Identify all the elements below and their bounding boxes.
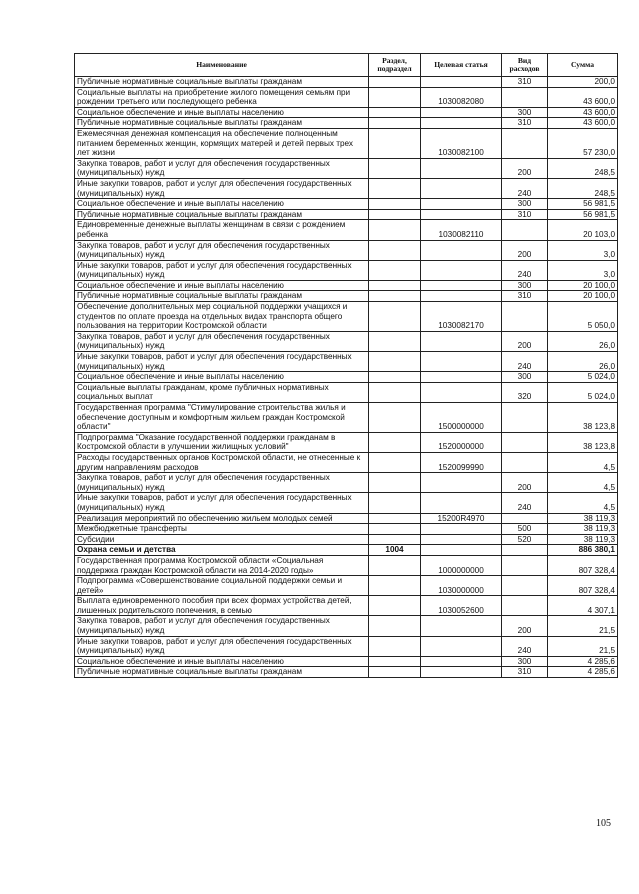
row-sum: 20 100,0 xyxy=(548,291,618,302)
row-section xyxy=(369,513,421,524)
row-sum: 43 600,0 xyxy=(548,87,618,107)
row-type xyxy=(502,513,548,524)
row-target xyxy=(421,372,502,383)
row-section xyxy=(369,576,421,596)
row-name: Закупка товаров, работ и услуг для обеспечения государственных (муниципальных) нужд xyxy=(75,158,369,178)
row-section xyxy=(369,352,421,372)
table-row xyxy=(75,199,618,210)
row-section xyxy=(369,87,421,107)
header-target: Целевая статья xyxy=(421,54,502,77)
row-name: Обеспечение дополнительных мер социальной поддержки учащихся и студентов по оплате проезда на отдельных видах транспорта общего пользования на территории Костромской области xyxy=(75,302,369,332)
row-target xyxy=(421,178,502,198)
row-sum: 26,0 xyxy=(548,331,618,351)
row-name: Социальное обеспечение и иные выплаты населению xyxy=(75,372,369,383)
row-name: Иные закупки товаров, работ и услуг для обеспечения государственных (муниципальных) нужд xyxy=(75,493,369,513)
row-target xyxy=(421,352,502,372)
row-target: 1520099990 xyxy=(421,452,502,472)
row-target: 1520000000 xyxy=(421,432,502,452)
row-section xyxy=(369,555,421,575)
row-name: Социальное обеспечение и иные выплаты населению xyxy=(75,656,369,667)
row-name: Закупка товаров, работ и услуг для обеспечения государственных (муниципальных) нужд xyxy=(75,616,369,636)
row-sum: 4 285,6 xyxy=(548,667,618,678)
row-section xyxy=(369,432,421,452)
row-type: 310 xyxy=(502,77,548,88)
table-row xyxy=(75,302,618,332)
table-row xyxy=(75,77,618,88)
row-type: 200 xyxy=(502,616,548,636)
row-name: Подпрограмма "Оказание государственной поддержки гражданам в Костромской области в улучшении жилищных условий" xyxy=(75,432,369,452)
row-sum: 248,5 xyxy=(548,178,618,198)
row-target: 1030082110 xyxy=(421,220,502,240)
row-target xyxy=(421,331,502,351)
budget-table xyxy=(74,53,618,678)
row-name: Иные закупки товаров, работ и услуг для обеспечения государственных (муниципальных) нужд xyxy=(75,260,369,280)
row-name: Межбюджетные трансферты xyxy=(75,524,369,535)
row-sum: 38 123,8 xyxy=(548,403,618,433)
row-target: 1030082080 xyxy=(421,87,502,107)
row-section xyxy=(369,382,421,402)
table-row xyxy=(75,128,618,158)
row-type: 300 xyxy=(502,107,548,118)
row-type xyxy=(502,452,548,472)
row-section xyxy=(369,260,421,280)
table-row xyxy=(75,87,618,107)
row-name: Закупка товаров, работ и услуг для обеспечения государственных (муниципальных) нужд xyxy=(75,331,369,351)
row-target xyxy=(421,199,502,210)
row-sum: 4,5 xyxy=(548,452,618,472)
row-name: Расходы государственных органов Костромской области, не отнесенные к другим направлениям расходов xyxy=(75,452,369,472)
row-type: 240 xyxy=(502,178,548,198)
table-row xyxy=(75,636,618,656)
row-name: Социальное обеспечение и иные выплаты населению xyxy=(75,280,369,291)
row-sum: 5 024,0 xyxy=(548,372,618,383)
row-name: Социальное обеспечение и иные выплаты населению xyxy=(75,199,369,210)
row-target xyxy=(421,107,502,118)
table-row xyxy=(75,178,618,198)
row-type: 520 xyxy=(502,534,548,545)
row-name: Выплата единовременного пособия при всех формах устройства детей, лишенных родительского попечения, в семью xyxy=(75,596,369,616)
table-row xyxy=(75,667,618,678)
row-sum: 248,5 xyxy=(548,158,618,178)
table-row xyxy=(75,534,618,545)
row-target: 1000000000 xyxy=(421,555,502,575)
row-target: 1030052600 xyxy=(421,596,502,616)
row-sum: 21,5 xyxy=(548,636,618,656)
row-target xyxy=(421,158,502,178)
table-row xyxy=(75,158,618,178)
row-sum: 20 100,0 xyxy=(548,280,618,291)
row-type xyxy=(502,555,548,575)
row-name: Реализация мероприятий по обеспечению жильем молодых семей xyxy=(75,513,369,524)
row-sum: 4,5 xyxy=(548,473,618,493)
row-section xyxy=(369,452,421,472)
table-header-row xyxy=(75,54,618,77)
row-section xyxy=(369,302,421,332)
table-body xyxy=(75,77,618,678)
row-type: 300 xyxy=(502,280,548,291)
row-target xyxy=(421,118,502,129)
row-section xyxy=(369,331,421,351)
row-type: 200 xyxy=(502,331,548,351)
table-row xyxy=(75,382,618,402)
row-section xyxy=(369,656,421,667)
row-sum: 26,0 xyxy=(548,352,618,372)
row-section xyxy=(369,280,421,291)
row-sum: 38 119,3 xyxy=(548,534,618,545)
table-row xyxy=(75,107,618,118)
table-row xyxy=(75,372,618,383)
row-sum: 57 230,0 xyxy=(548,128,618,158)
row-target xyxy=(421,382,502,402)
row-type: 310 xyxy=(502,667,548,678)
row-section xyxy=(369,403,421,433)
table-row xyxy=(75,473,618,493)
row-sum: 38 119,3 xyxy=(548,513,618,524)
row-type: 240 xyxy=(502,260,548,280)
row-type xyxy=(502,403,548,433)
row-target xyxy=(421,260,502,280)
row-name: Закупка товаров, работ и услуг для обеспечения государственных (муниципальных) нужд xyxy=(75,473,369,493)
row-type: 310 xyxy=(502,291,548,302)
row-name: Публичные нормативные социальные выплаты гражданам xyxy=(75,77,369,88)
row-type xyxy=(502,432,548,452)
row-section xyxy=(369,667,421,678)
row-section xyxy=(369,372,421,383)
row-name: Иные закупки товаров, работ и услуг для обеспечения государственных (муниципальных) нужд xyxy=(75,636,369,656)
row-sum: 200,0 xyxy=(548,77,618,88)
row-section xyxy=(369,128,421,158)
row-target: 1030000000 xyxy=(421,576,502,596)
row-section: 1004 xyxy=(369,545,421,556)
row-sum: 3,0 xyxy=(548,260,618,280)
row-section xyxy=(369,118,421,129)
table-row xyxy=(75,656,618,667)
row-target xyxy=(421,209,502,220)
row-name: Иные закупки товаров, работ и услуг для обеспечения государственных (муниципальных) нужд xyxy=(75,178,369,198)
row-type: 240 xyxy=(502,636,548,656)
row-target: 1500000000 xyxy=(421,403,502,433)
row-name: Иные закупки товаров, работ и услуг для обеспечения государственных (муниципальных) нужд xyxy=(75,352,369,372)
table-row xyxy=(75,403,618,433)
row-target: 1030082100 xyxy=(421,128,502,158)
row-sum: 3,0 xyxy=(548,240,618,260)
table-row xyxy=(75,220,618,240)
row-section xyxy=(369,220,421,240)
row-name: Социальные выплаты гражданам, кроме публичных нормативных социальных выплат xyxy=(75,382,369,402)
row-section xyxy=(369,534,421,545)
row-sum: 5 024,0 xyxy=(548,382,618,402)
row-name: Ежемесячная денежная компенсация на обеспечение полноценным питанием беременных женщин, кормящих матерей и детей первых трех лет жизни xyxy=(75,128,369,158)
row-name: Подпрограмма «Совершенствование социальной поддержки семьи и детей» xyxy=(75,576,369,596)
row-sum: 56 981,5 xyxy=(548,199,618,210)
row-type xyxy=(502,596,548,616)
row-name: Охрана семьи и детства xyxy=(75,545,369,556)
row-type: 310 xyxy=(502,209,548,220)
row-target xyxy=(421,636,502,656)
table-row xyxy=(75,260,618,280)
row-sum: 4 307,1 xyxy=(548,596,618,616)
table-row xyxy=(75,524,618,535)
row-name: Социальные выплаты на приобретение жилого помещения семьям при рождении третьего или последующего ребенка xyxy=(75,87,369,107)
table-row xyxy=(75,118,618,129)
row-section xyxy=(369,291,421,302)
row-type xyxy=(502,87,548,107)
row-type: 200 xyxy=(502,240,548,260)
row-name: Закупка товаров, работ и услуг для обеспечения государственных (муниципальных) нужд xyxy=(75,240,369,260)
table-row xyxy=(75,616,618,636)
table-row xyxy=(75,452,618,472)
row-section xyxy=(369,199,421,210)
row-name: Публичные нормативные социальные выплаты гражданам xyxy=(75,118,369,129)
row-type xyxy=(502,302,548,332)
row-type: 320 xyxy=(502,382,548,402)
row-section xyxy=(369,524,421,535)
row-section xyxy=(369,473,421,493)
row-sum: 4 285,6 xyxy=(548,656,618,667)
row-name: Государственная программа "Стимулирование строительства жилья и обеспечение доступным и комфортным жильем граждан Костромской области" xyxy=(75,403,369,433)
row-target xyxy=(421,291,502,302)
row-type: 500 xyxy=(502,524,548,535)
header-sum: Сумма xyxy=(548,54,618,77)
row-target xyxy=(421,667,502,678)
row-section xyxy=(369,77,421,88)
row-sum: 38 119,3 xyxy=(548,524,618,535)
table-row xyxy=(75,596,618,616)
header-section: Раздел, подраздел xyxy=(369,54,421,77)
row-sum: 43 600,0 xyxy=(548,118,618,129)
table-row xyxy=(75,331,618,351)
row-target xyxy=(421,545,502,556)
row-section xyxy=(369,107,421,118)
row-target: 1030082170 xyxy=(421,302,502,332)
table-row xyxy=(75,240,618,260)
row-type: 310 xyxy=(502,118,548,129)
table-row xyxy=(75,555,618,575)
row-type: 200 xyxy=(502,473,548,493)
row-section xyxy=(369,636,421,656)
row-type: 200 xyxy=(502,158,548,178)
row-section xyxy=(369,616,421,636)
row-section xyxy=(369,493,421,513)
row-sum: 20 103,0 xyxy=(548,220,618,240)
row-name: Субсидии xyxy=(75,534,369,545)
row-type xyxy=(502,545,548,556)
row-sum: 5 050,0 xyxy=(548,302,618,332)
row-type: 300 xyxy=(502,372,548,383)
row-sum: 56 981,5 xyxy=(548,209,618,220)
row-sum: 38 123,8 xyxy=(548,432,618,452)
table-row xyxy=(75,280,618,291)
row-section xyxy=(369,209,421,220)
row-target xyxy=(421,280,502,291)
table-row xyxy=(75,576,618,596)
row-name: Публичные нормативные социальные выплаты гражданам xyxy=(75,209,369,220)
page-number: 105 xyxy=(596,818,611,829)
table-row xyxy=(75,513,618,524)
row-sum: 807 328,4 xyxy=(548,555,618,575)
row-section xyxy=(369,240,421,260)
row-type xyxy=(502,128,548,158)
row-name: Публичные нормативные социальные выплаты гражданам xyxy=(75,291,369,302)
row-type: 240 xyxy=(502,352,548,372)
row-name: Единовременные денежные выплаты женщинам в связи с рождением ребенка xyxy=(75,220,369,240)
row-name: Социальное обеспечение и иные выплаты населению xyxy=(75,107,369,118)
row-sum: 21,5 xyxy=(548,616,618,636)
row-type xyxy=(502,576,548,596)
row-type xyxy=(502,220,548,240)
table-row xyxy=(75,352,618,372)
row-target xyxy=(421,534,502,545)
row-target xyxy=(421,524,502,535)
row-sum: 807 328,4 xyxy=(548,576,618,596)
table-row xyxy=(75,493,618,513)
row-section xyxy=(369,178,421,198)
row-target xyxy=(421,240,502,260)
row-target xyxy=(421,616,502,636)
row-target xyxy=(421,77,502,88)
row-section xyxy=(369,158,421,178)
row-type: 240 xyxy=(502,493,548,513)
row-sum: 43 600,0 xyxy=(548,107,618,118)
header-type: Вид расходов xyxy=(502,54,548,77)
row-target xyxy=(421,473,502,493)
row-type: 300 xyxy=(502,656,548,667)
row-section xyxy=(369,596,421,616)
table-row xyxy=(75,291,618,302)
row-target xyxy=(421,493,502,513)
table-row xyxy=(75,432,618,452)
row-sum: 4,5 xyxy=(548,493,618,513)
row-sum: 886 380,1 xyxy=(548,545,618,556)
table-row xyxy=(75,209,618,220)
row-target xyxy=(421,656,502,667)
row-name: Государственная программа Костромской области «Социальная поддержка граждан Костромской области на 2014-2020 годы» xyxy=(75,555,369,575)
row-name: Публичные нормативные социальные выплаты гражданам xyxy=(75,667,369,678)
row-target: 15200R4970 xyxy=(421,513,502,524)
row-type: 300 xyxy=(502,199,548,210)
header-name: Наименование xyxy=(75,54,369,77)
table-row xyxy=(75,545,618,556)
